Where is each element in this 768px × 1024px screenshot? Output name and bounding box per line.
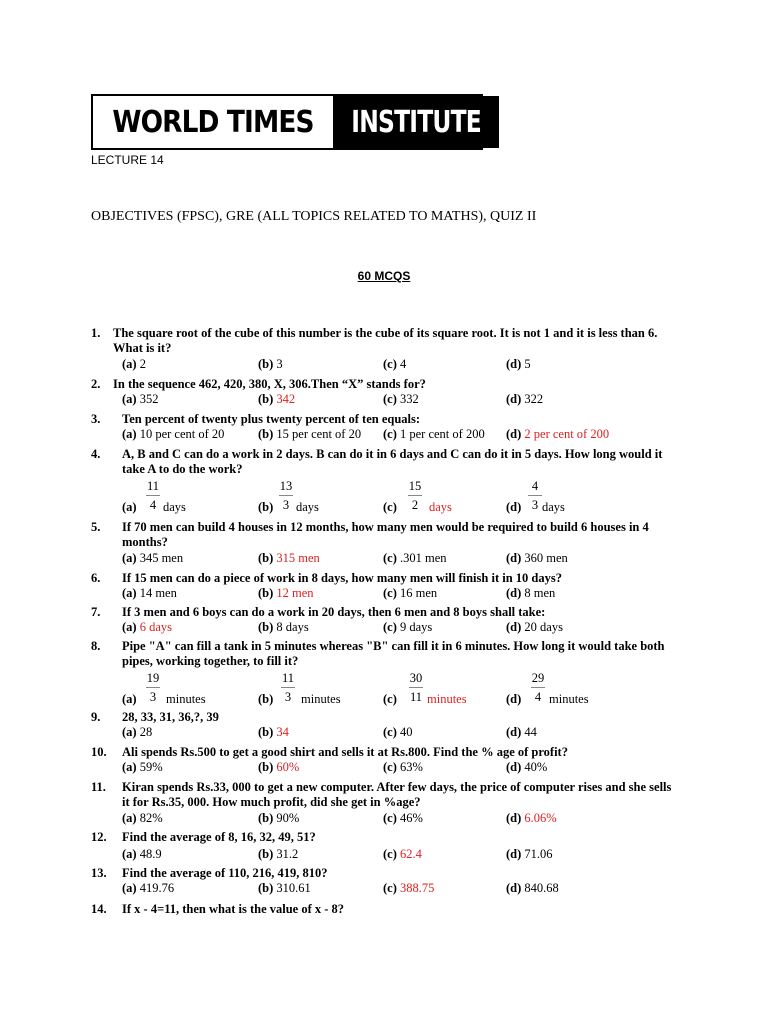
option-a[interactable]: (a) 352 (122, 392, 159, 406)
question-7 (91, 605, 681, 637)
option-c[interactable]: (c) (383, 500, 397, 514)
question-number: 4. (91, 447, 101, 461)
options-row (122, 620, 681, 636)
question-number: 12. (91, 830, 107, 844)
question-text: Ten percent of twenty plus twenty percent of ten equals: (122, 412, 421, 426)
options-row (122, 427, 681, 443)
fraction-a: 11 4 (146, 479, 160, 512)
question-3 (91, 412, 681, 444)
option-d[interactable]: (d) (506, 692, 522, 706)
options-row (122, 671, 681, 707)
lecture-label: LECTURE 14 (91, 153, 164, 167)
option-d[interactable]: (d) 71.06 (506, 847, 553, 861)
option-a[interactable]: (a) 419.76 (122, 881, 175, 895)
question-11 (91, 780, 681, 828)
options-row (122, 847, 681, 863)
option-a[interactable]: (a) (122, 500, 137, 514)
option-c[interactable]: (c) 16 men (383, 586, 438, 600)
option-b[interactable]: (b) 315 men (258, 551, 320, 565)
options-row (122, 811, 681, 827)
option-d[interactable]: (d) 44 (506, 725, 537, 739)
section-heading: 60 MCQS (357, 269, 411, 283)
option-a[interactable]: (a) (122, 692, 137, 706)
question-1 (91, 326, 681, 372)
question-number: 13. (91, 866, 107, 880)
option-c[interactable]: (c) .301 men (383, 551, 447, 565)
logo-institute: INSTITUTE (333, 96, 499, 148)
fraction-b: 13 3 (279, 479, 293, 512)
option-b[interactable]: (b) 15 per cent of 20 (258, 427, 362, 441)
fraction-b: 11 3 (281, 671, 295, 704)
option-c[interactable]: (c) 62.4 (383, 847, 422, 861)
option-a[interactable]: (a) 82% (122, 811, 163, 825)
question-9 (91, 710, 681, 742)
option-b[interactable]: (b) 12 men (258, 586, 314, 600)
question-number: 2. (91, 377, 101, 391)
question-text: Pipe "A" can fill a tank in 5 minutes whereas "B" can fill it in 6 minutes. How long it would take both pipes, working together, to fill it? (122, 639, 665, 668)
option-b[interactable]: (b) 310.61 (258, 881, 311, 895)
option-b[interactable]: (b) 31.2 (258, 847, 299, 861)
option-d[interactable]: (d) 20 days (506, 620, 563, 634)
question-text: Kiran spends Rs.33, 000 to get a new computer. After few days, the price of computer rises and she sells it for Rs.35, 000. How much profit, did she get in %age? (122, 780, 672, 809)
options-row (113, 392, 681, 408)
question-5 (91, 520, 681, 568)
option-d[interactable]: (d) 8 men (506, 586, 556, 600)
question-2 (91, 377, 681, 409)
question-number: 7. (91, 605, 101, 619)
question-14 (91, 902, 681, 920)
options-row (122, 479, 681, 515)
question-13 (91, 866, 681, 902)
question-number: 11. (91, 780, 106, 794)
option-a[interactable]: (a) 6 days (122, 620, 172, 634)
option-c[interactable]: (c) (383, 692, 397, 706)
question-8 (91, 639, 681, 709)
question-10 (91, 745, 681, 777)
option-c[interactable]: (c) 46% (383, 811, 423, 825)
option-c[interactable]: (c) 9 days (383, 620, 433, 634)
option-d[interactable]: (d) 5 (506, 357, 531, 371)
unit-b: minutes (301, 692, 341, 706)
options-row (122, 760, 681, 776)
logo-world-times: WORLD TIMES (112, 104, 314, 140)
option-a[interactable]: (a) 2 (122, 357, 146, 371)
question-text: Find the average of 8, 16, 32, 49, 51? (122, 830, 316, 844)
question-number: 14. (91, 902, 107, 916)
option-c[interactable]: (c) 332 (383, 392, 419, 406)
question-number: 1. (91, 326, 101, 340)
option-c[interactable]: (c) 388.75 (383, 881, 435, 895)
question-number: 8. (91, 639, 101, 653)
options-row (122, 881, 681, 897)
question-text: If 15 men can do a piece of work in 8 days, how many men will finish it in 10 days? (122, 571, 562, 585)
option-d[interactable]: (d) 322 (506, 392, 544, 406)
unit-a: minutes (166, 692, 206, 706)
option-b[interactable]: (b) (258, 692, 274, 706)
question-text: If 3 men and 6 boys can do a work in 20 days, then 6 men and 8 boys shall take: (122, 605, 546, 619)
question-number: 9. (91, 710, 101, 724)
option-a[interactable]: (a) 28 (122, 725, 153, 739)
option-c[interactable]: (c) 4 (383, 357, 407, 371)
option-b[interactable]: (b) 342 (258, 392, 296, 406)
fraction-c: 15 2 (408, 479, 422, 512)
option-d[interactable]: (d) 360 men (506, 551, 568, 565)
question-number: 10. (91, 745, 107, 759)
fraction-a: 19 3 (146, 671, 160, 704)
option-a[interactable]: (a) 345 men (122, 551, 184, 565)
option-b[interactable]: (b) 34 (258, 725, 289, 739)
document-subtitle: OBJECTIVES (FPSC), GRE (ALL TOPICS RELATED TO MATHS), QUIZ II (91, 209, 537, 224)
question-6 (91, 571, 681, 603)
question-text: If 70 men can build 4 houses in 12 months, how many men would be required to build 6 houses in 4 months? (122, 520, 649, 549)
option-d[interactable]: (d) 40% (506, 760, 548, 774)
option-d[interactable]: (d) (506, 500, 522, 514)
option-a[interactable]: (a) 10 per cent of 20 (122, 427, 225, 441)
question-text: Ali spends Rs.500 to get a good shirt and sells it at Rs.800. Find the % age of profit? (122, 745, 568, 759)
option-a[interactable]: (a) 48.9 (122, 847, 162, 861)
question-text: In the sequence 462, 420, 380, X, 306.Then “X” stands for? (113, 377, 426, 391)
option-d[interactable]: (d) 2 per cent of 200 (506, 427, 610, 441)
question-text: A, B and C can do a work in 2 days. B can do it in 6 days and C can do it in 5 days. How long would it take A to do the work? (122, 447, 663, 476)
question-text: The square root of the cube of this number is the cube of its square root. It is not 1 and it is less than 6. What is it? (113, 326, 658, 355)
question-number: 3. (91, 412, 101, 426)
question-text: Find the average of 110, 216, 419, 810? (122, 866, 328, 880)
options-row (122, 551, 681, 567)
option-b[interactable]: (b) 60% (258, 760, 300, 774)
option-c[interactable]: (c) 40 (383, 725, 413, 739)
unit-d: minutes (549, 692, 589, 706)
unit-a: days (163, 500, 186, 514)
fraction-d: 4 3 (526, 479, 544, 512)
option-c[interactable]: (c) 63% (383, 760, 423, 774)
option-c[interactable]: (c) 1 per cent of 200 (383, 427, 485, 441)
institute-logo (91, 94, 483, 150)
question-text: 28, 33, 31, 36,?, 39 (122, 710, 219, 724)
option-d[interactable]: (d) 6.06% (506, 811, 557, 825)
question-4 (91, 447, 681, 517)
options-row (122, 586, 681, 602)
options-row (113, 357, 681, 373)
option-b[interactable]: (b) (258, 500, 274, 514)
option-a[interactable]: (a) 14 men (122, 586, 177, 600)
unit-d: days (542, 500, 565, 514)
question-number: 5. (91, 520, 101, 534)
unit-b: days (296, 500, 319, 514)
unit-c: minutes (427, 692, 467, 706)
option-d[interactable]: (d) 840.68 (506, 881, 559, 895)
question-number: 6. (91, 571, 101, 585)
option-b[interactable]: (b) 3 (258, 357, 283, 371)
question-12 (91, 830, 681, 866)
options-row (122, 725, 681, 741)
option-b[interactable]: (b) 8 days (258, 620, 309, 634)
option-a[interactable]: (a) 59% (122, 760, 163, 774)
question-text: If x - 4=11, then what is the value of x - 8? (122, 902, 345, 916)
fraction-d: 29 4 (531, 671, 545, 704)
unit-c: days (429, 500, 452, 514)
fraction-c: 30 11 (409, 671, 423, 704)
option-b[interactable]: (b) 90% (258, 811, 300, 825)
